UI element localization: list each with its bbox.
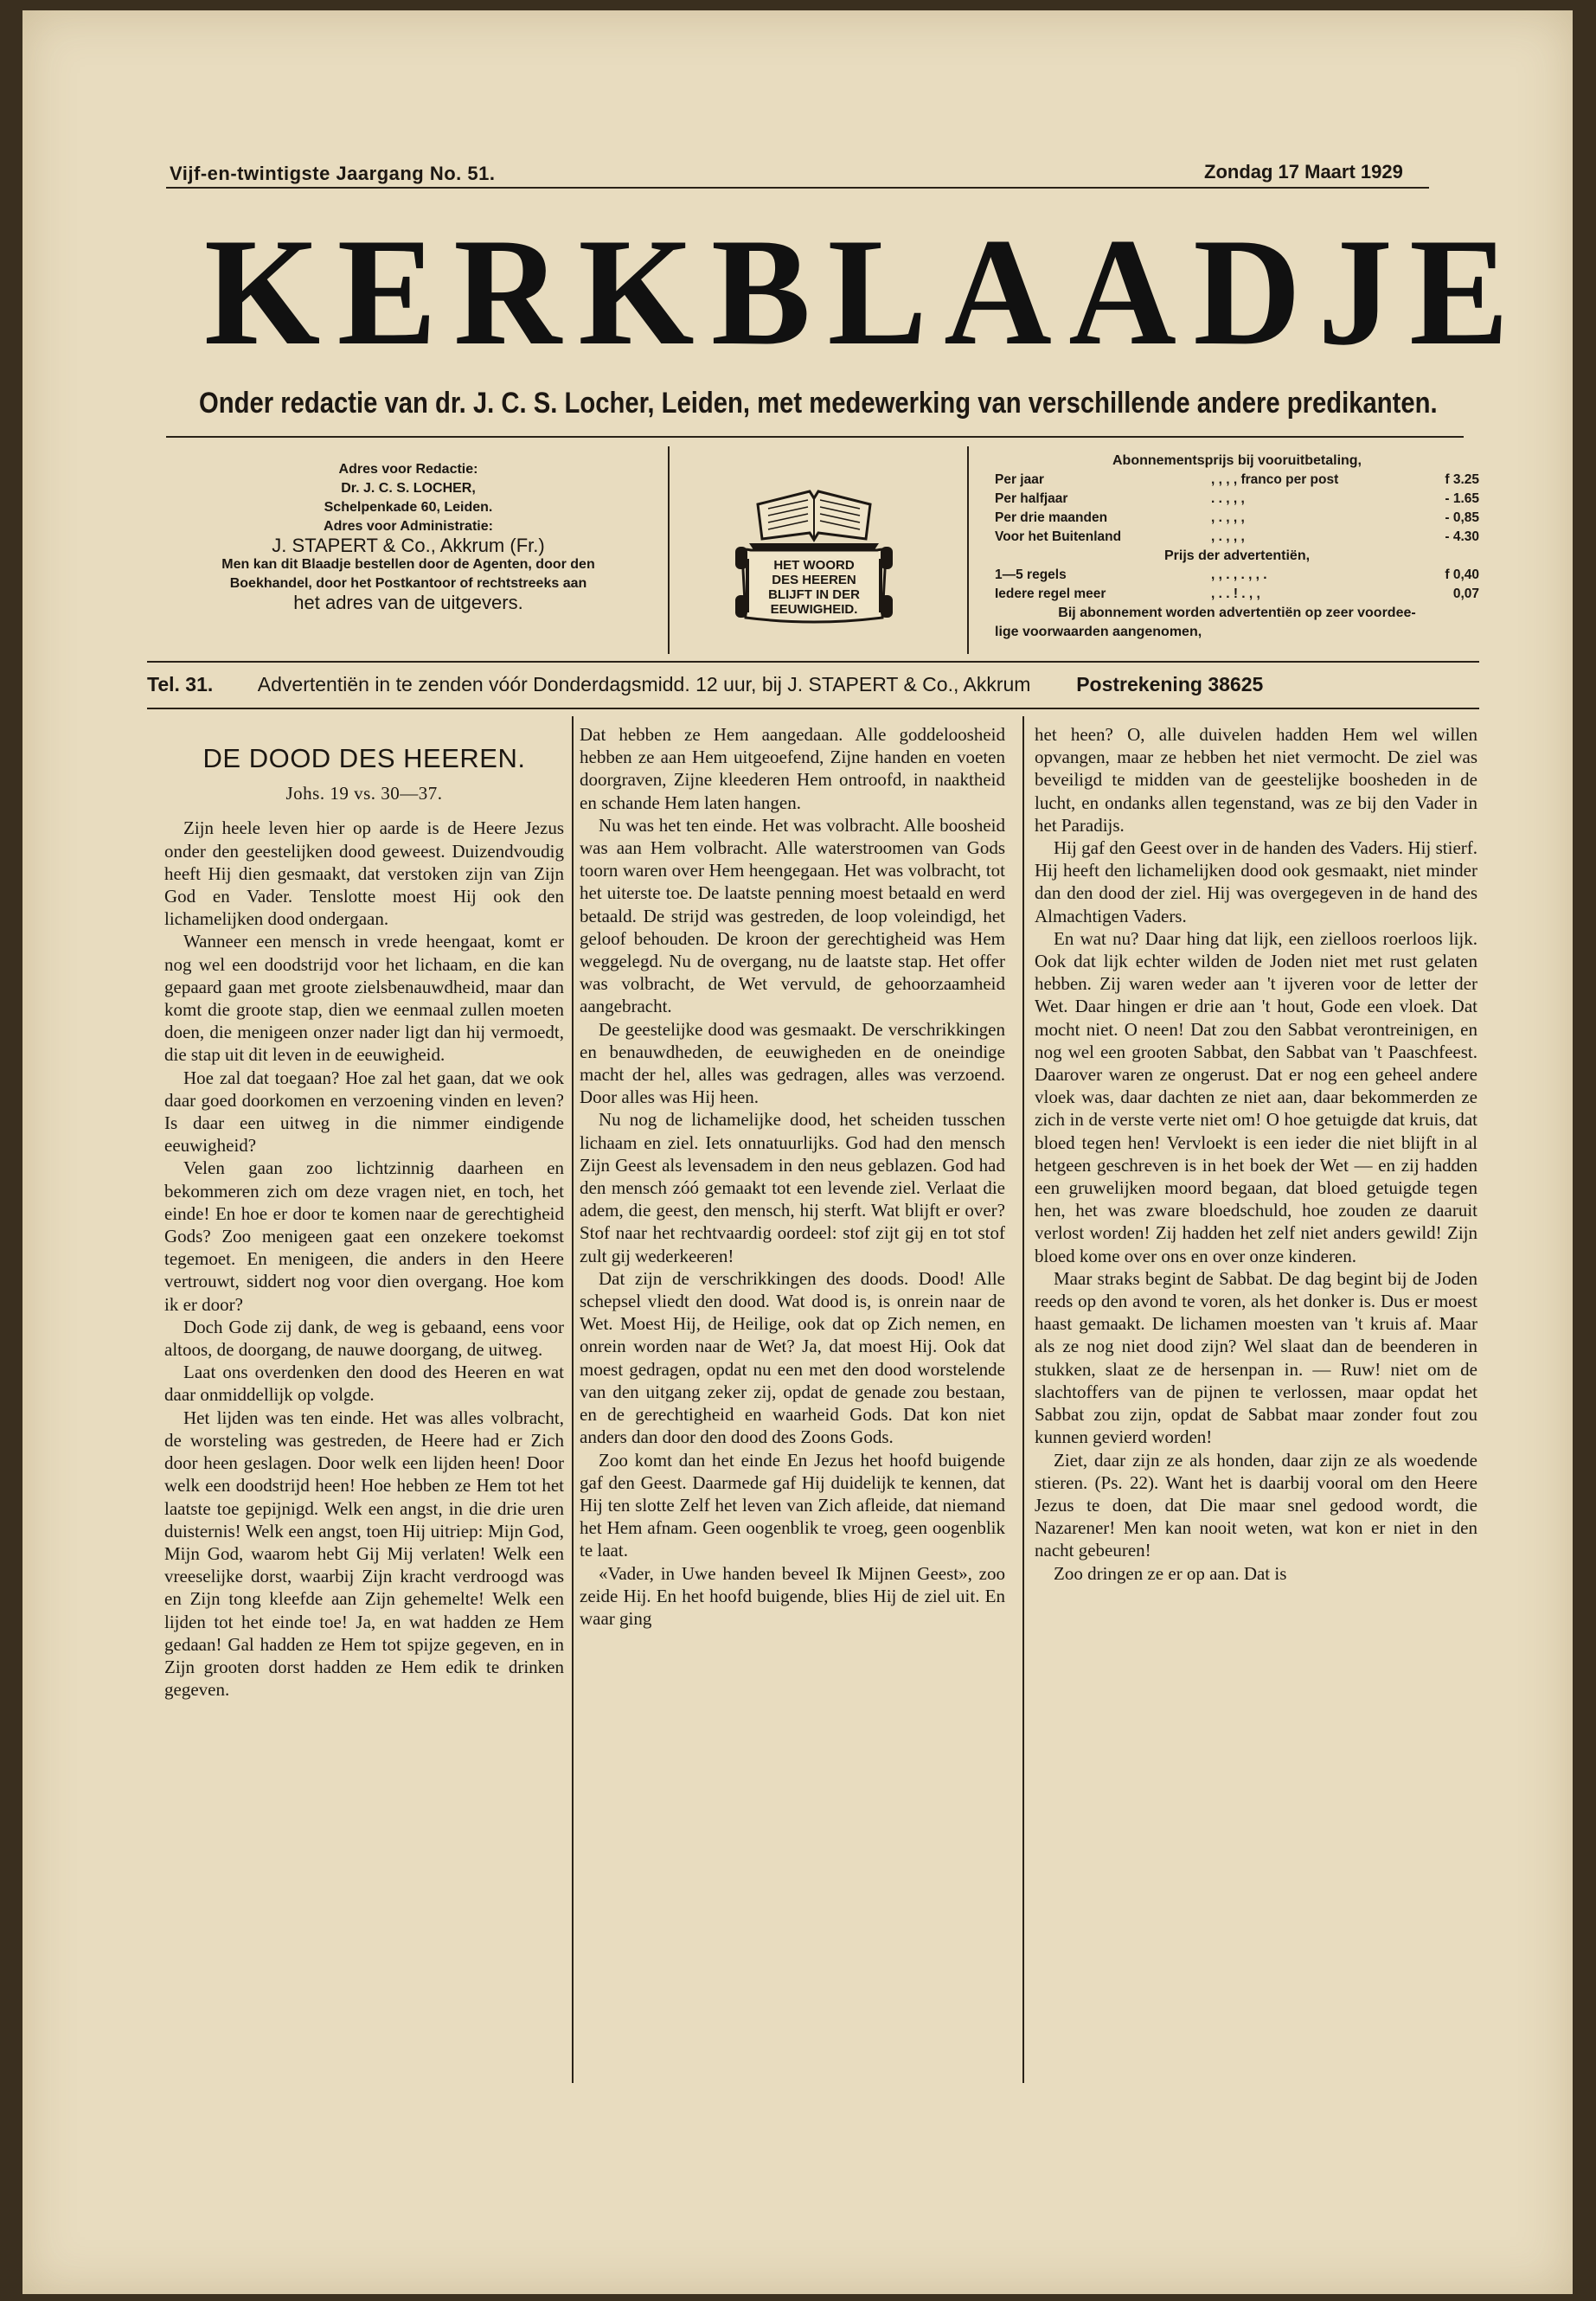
paragraph: Ziet, daar zijn ze als honden, daar zijn ze als woedende stieren. (Ps. 22). Want het is daarbij vooral om den Heere Jezus te doen, dat Die maar snel gedood wordt, die Nazarener! Men kan nooit weten, wat kon er niet in den nacht gebeuren! [1035,1449,1477,1561]
redactie-label: Adres voor Redactie: [338,462,478,477]
issue-date: Zondag 17 Maart 1929 [1204,161,1403,183]
price-value: - 4.30 [1445,529,1479,544]
ads-title: Prijs der advertentiën, [1163,548,1311,563]
admin-label: Adres voor Administratie: [324,519,493,534]
paragraph: «Vader, in Uwe handen beveel Ik Mijnen Geest», zoo zeide Hij. En het hoofd buigende, blies Hij de ziel uit. En waar ging [580,1562,1005,1629]
info-bottom-rule [147,708,1479,709]
editor-line: Onder redactie van dr. J. C. S. Locher, Leiden, met medewerking van verschillende andere predikanten. [199,387,1438,420]
paragraph: Zoo komt dan het einde En Jezus het hoofd buigende gaf den Geest. Daarmede gaf Hij duidelijk te kennen, dat Hij ten slotte Zelf het leven van Zich afleide, dat niemand het Hem afnam. Geen oogenblik te vroeg, geen oogenblik te laat. [580,1449,1005,1561]
emblem-text-4: EEUWIGHEID. [770,602,858,617]
order-line-2: Boekhandel, door het Postkantoor of rechtstreeks aan [229,576,587,591]
subscription-title: Abonnementsprijs bij vooruitbetaling, [1112,453,1362,468]
redactie-name: Dr. J. C. S. LOCHER, [341,481,476,496]
price-row [995,528,1479,547]
bible-emblem [723,457,905,630]
paragraph: Maar straks begint de Sabbat. De dag begint bij de Joden reeds op den avond te voren, als het donker is. Dus er moest haast gemaakt. De lichamen moesten van 't kruis af. Maar als ze nog niet dood zijn? Wel slaat dan de beenderen in stukken, slaat ze de hersenpan in. — Ruw! niet om de slachtoffers van de pijnen te verlossen, maar opdat het Sabbat zou zijn, opdat de Sabbat maar zonder fout zou kunnen gevierd worden! [1035,1267,1477,1448]
price-label: Voor het Buitenland [995,529,1122,544]
price-label: Per jaar [995,472,1044,487]
price-row [995,509,1479,528]
header-divider-left [668,446,670,654]
open-book-icon [723,457,905,630]
admin-name: J. STAPERT & Co., Akkrum (Fr.) [272,535,545,556]
note-line-2: lige voorwaarden aangenomen, [995,625,1202,639]
masthead-title: KERKBLAADJE [204,206,1526,377]
article-title: DE DOOD DES HEEREN. [202,743,526,773]
emblem-text-2: DES HEEREN [772,573,856,587]
paragraph: Zoo dringen ze er op aan. Dat is [1054,1562,1287,1584]
note-line-1: Bij abonnement worden advertentiën op zeer voordee- [1058,606,1416,620]
price-dots: , . , , , [1211,529,1245,544]
price-row [995,471,1479,490]
order-line-3: het adres van de uitgevers. [293,592,523,613]
ad-price-label: Iedere regel meer [995,586,1106,601]
issue-number: Vijf-en-twintigste Jaargang No. 51. [170,163,496,184]
paragraph: Wanneer een mensch in vrede heengaat, komt er nog wel een doodstrijd voor het lichaam, en die kan gepaard gaan met groote zielsbenauwdheid, maar dan komt die groote stap, dien we eenmaal zullen moeten doen, die menigeen onzer nader ligt dan hij vermoedt, die stap uit dit leven in de eeuwigheid. [164,931,564,1066]
paragraph: Hij gaf den Geest over in de handen des Vaders. Hij stierf. Hij heeft den lichamelijken dood ook gesmaakt, niet minder dan den dood der ziel. Hij was overgegeven in de hand des Almachtigen Vaders. [1035,837,1477,926]
paragraph: Nu was het ten einde. Het was volbracht. Alle boosheid was aan Hem volbracht. Alle waterstroomen van Gods toorn waren over Hem heengegaan. Het was volbracht, tot het uiterste toe. De laatste penning moest betaald en werd betaald. De strijd was gestreden, de loop voleindigd, het geloof behouden. De kroon der gerechtigheid was Hem weggelegd. Nu de overgang, nu de laatste stap. Het offer was volbracht, de Wet vervuld, de gehoorzaamheid aangebracht. [580,814,1005,1017]
price-value: - 1.65 [1445,491,1479,506]
redactie-address: Schelpenkade 60, Leiden. [324,500,493,515]
paragraph: Hoe zal dat toegaan? Hoe zal het gaan, dat we ook daar goed doorkomen en verzoening vinden en leven? Is daar een uitweg in die nimmer eindigende eeuwigheid? [164,1067,564,1157]
price-dots: , . , , , [1211,510,1245,525]
prices-box [995,452,1479,642]
paragraph: En wat nu? Daar hing dat lijk, een zielloos roerloos lijk. Ook dat lijk echter wilden de Joden niet met rust gelaten hebben. Zij waren weder aan 't ijveren voor de letter der Wet. Daar hingen er drie aan 't hout, Gode een vloek. Dat mocht niet. O neen! Dat zou den Sabbat verontreinigen, en nog wel een grooten Sabbat, den Sabbat van 't Paaschfeest. Daarover waren ze ongerust. Dat er nog een geheel andere vloek was, daar dachten ze niet aan, daar bekommerden ze zich in de verste verte niet om! O hoe getuigde dat kruis, dat bloed tegen hen! Vervloekt is een ieder die niet blijft in al hetgeen geschreven is in het boek der Wet — en zij hadden een gruwelijken moord begaan, dat bloed getuigde tegen hen, het was zware bloedschuld, hoe zouden ze daaruit verlost worden! Zij hadden het zelf niet anders gewild! Zijn bloed kome over ons en over onze kinderen. [1035,927,1477,1266]
ad-price-value: 0,07 [1452,586,1479,601]
paragraph: Nu nog de lichamelijke dood, het scheiden tusschen lichaam en ziel. Iets onnatuurlijks. God had den mensch Zijn Geest als levensadem in den neus geblazen. God had den mensch zóó gemaakt tot een levende ziel. Verlaat die adem, die geest, den mensch, hij sterft. Wat blijft er over? Stof naar het rechtvaardig oordeel: stof zijt gij en tot stof zult gij wederkeeren! [580,1109,1005,1266]
article-column-3 [1035,723,1477,1585]
price-value: f 3.25 [1445,472,1479,487]
paragraph: Dat hebben ze Hem aangedaan. Alle goddeloosheid hebben ze aan Hem uitgeoefend, Zijne handen en voeten doorgraven, Zijne kleederen Hem ontroofd, in naaktheid en schande Hem laten hangen. [580,724,1005,813]
emblem-text-3: BLIJFT IN DER [768,587,860,602]
ad-price-row [995,566,1479,585]
paragraph: De geestelijke dood was gesmaakt. De verschrikkingen en benauwdheden, de eeuwigheden en de oneindige macht der hel, alles was gedragen, alles was verzoend. Door alles was Hij heen. [580,1018,1005,1108]
paragraph: Zijn heele leven hier op aarde is de Heere Jezus onder den geestelijken dood geweest. Duizendvoudig heeft Hij dien gesmaakt, dat verstoken zijn van Zijn God en Vader. Tenslotte moest Hij ook den lichamelijken dood ondergaan. [164,817,564,930]
postal-account: Postrekening 38625 [1076,673,1264,695]
price-label: Per drie maanden [995,510,1108,525]
price-dots: , , , , franco per post [1211,472,1339,487]
top-rule [166,187,1429,189]
header-divider-right [967,446,969,654]
ad-price-label: 1—5 regels [995,567,1067,582]
telephone: Tel. 31. [147,673,214,695]
emblem-text-1: HET WOORD [773,558,855,573]
paragraph: Laat ons overdenken den dood des Heeren en wat daar onmiddellijk op volgde. [164,1362,564,1406]
paragraph: het heen? O, alle duivelen hadden Hem wel willen opvangen, maar ze hebben het niet vermocht. De ziel was beveiligd te midden van de geestelijke boosheden in de lucht, en ondanks allen tegenstand, was ze bij den Vader in het Paradijs. [1035,724,1477,836]
article-reference: Johs. 19 vs. 30—37. [285,783,443,804]
ad-price-row [995,585,1479,604]
address-box [166,460,651,612]
price-value: - 0,85 [1445,510,1479,525]
paragraph: Het lijden was ten einde. Het was alles volbracht, de worsteling was gestreden, de Heere had er Zich door heen geslagen. Door welk een lijden heen! Door welk een doodstrijd heen! Hoe hebben ze Hem tot het laatste toe gepijnigd. Welk een angst, in die drie uren duisternis! Welk een angst, toen Hij uitriep: Mijn God, Mijn God, waarom hebt Gij Mij verlaten! Welk een vreeselijke dorst, waarbij Zijn kracht verdroogd was en Zijn tong kleefde aan Zijn gehemelte! Welk een lijden tot het einde toe! Ja, en wat hadden ze Hem gedaan! Gal hadden ze Hem tot spijze gegeven, en in Zijn grooten dorst hadden ze Hem edik te drinken gegeven. [164,1407,564,1701]
article-column-1 [164,723,564,1701]
ads-notice: Advertentiën in te zenden vóór Donderdagsmidd. 12 uur, bij J. STAPERT & Co., Akkrum [257,673,1031,695]
article-column-2 [580,723,1005,1630]
column-divider-1 [572,716,574,2083]
masthead [204,206,1526,377]
paragraph: Velen gaan zoo lichtzinnig daarheen en bekommeren zich om deze vragen niet, en toch, het einde! En hoe er door te komen naar de gerechtigheid Gods? Zoo menigeen gaat een onzekere toekomst tegemoet. En menigeen, die anders in den Heere vertrouwt, siddert nog voor dien overgang. Hoe kom ik er door? [164,1157,564,1315]
paragraph: Doch Gode zij dank, de weg is gebaand, eens voor altoos, de doorgang, de nauwe doorgang, de uitweg. [164,1316,564,1361]
ad-price-value: f 0,40 [1445,567,1479,582]
info-bar [147,673,1479,696]
price-label: Per halfjaar [995,491,1068,506]
masthead-rule [166,436,1464,438]
price-row [995,490,1479,509]
price-dots: . . , , , [1211,491,1245,506]
ad-price-dots: , . . ! . , , [1211,586,1260,601]
order-line-1: Men kan dit Blaadje bestellen door de Agenten, door den [221,557,595,572]
paragraph: Dat zijn de verschrikkingen des doods. Dood! Alle schepsel vliedt den dood. Wat dood is, is onrein naar de Wet. Moest Hij, de Heilige, ook dat op Zich nemen, en onrein worden naar de Wet? Ja, dat moest Hij. Ook dat moest gedragen, opdat nu een met den dood worstelende van den uitgang zeker zij, opdat de genade zou bestaan, en de gerechtigheid en waarheid Gods. Dat kon niet anders dan door den dood des Zoons Gods. [580,1267,1005,1448]
column-divider-2 [1022,716,1024,2083]
ad-price-dots: , , . , . , , . [1211,567,1267,582]
info-top-rule [147,661,1479,663]
